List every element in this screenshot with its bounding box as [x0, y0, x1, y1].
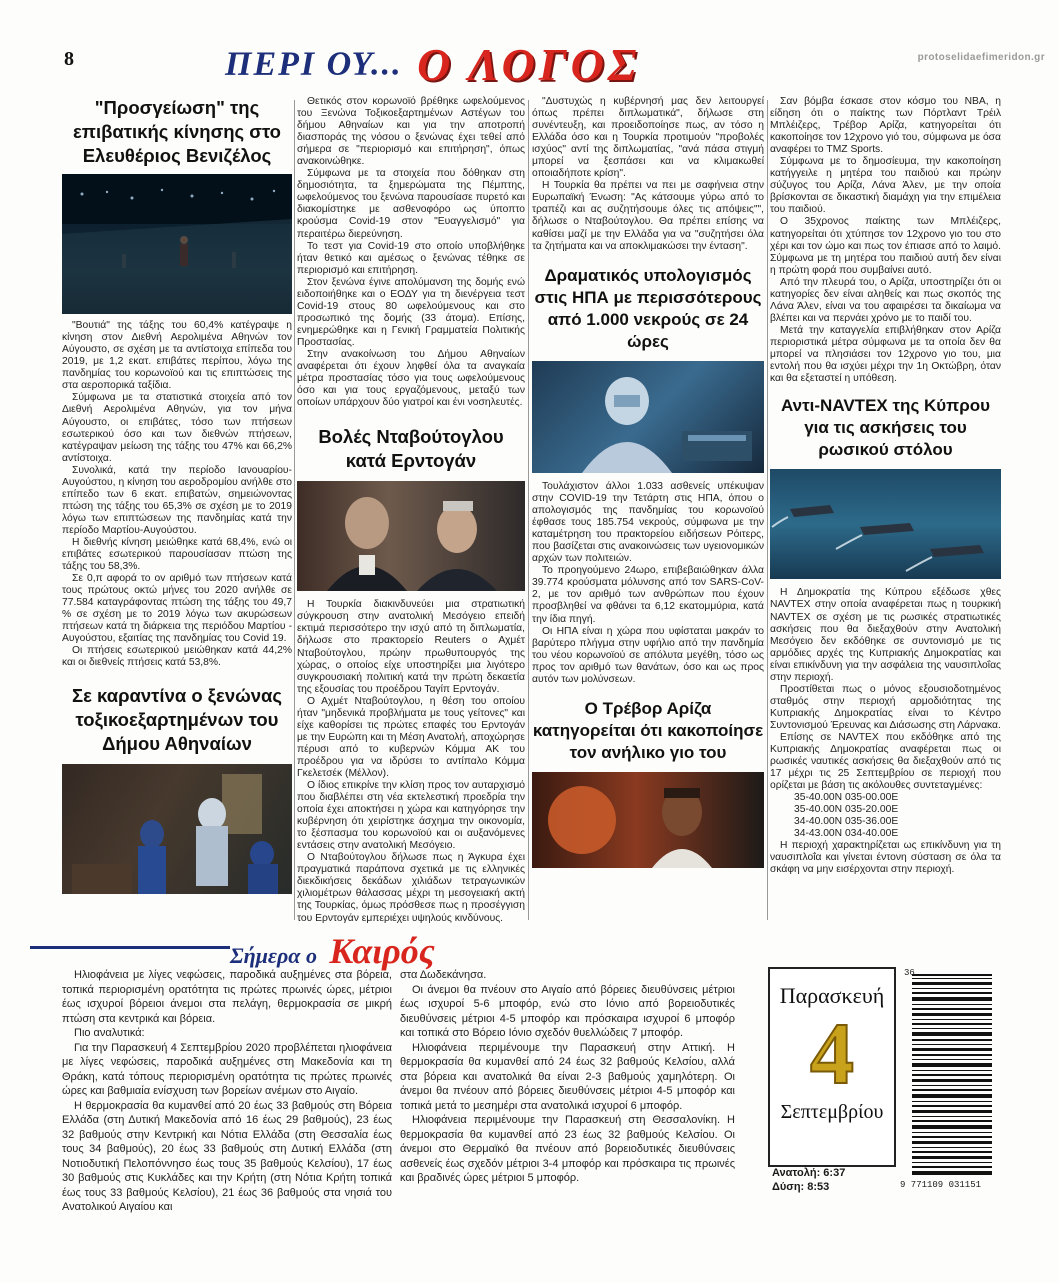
sunrise: Ανατολή: 6:37 [772, 1167, 846, 1179]
column-2 [297, 96, 525, 925]
barcode-digits: 9 771109 031151 [900, 1180, 982, 1190]
ariza-paragraph: Μετά την καταγγελία επιβλήθηκαν στον Αρίζα περιοριστικά μέτρα σύμφωνα με τα οποία δεν θα μπορεί να πλησιάσει τον 12χρονο γιο του, μια εντολή που θα ισχύει μέχρι την 1η Οκτώβρη, όταν και θα εξεταστεί η υπόθεση. [770, 324, 1001, 385]
weather-paragraph: Οι άνεμοι θα πνέουν στο Αιγαίο από βόρειες διευθύνσεις μέτριοι έως ισχυροί 5-6 μποφόρ, ενώ στο Ιόνιο από βορειοδυτικές διευθύνσεις μέτριοι 4-5 μποφόρ και πρόσκαιρα ισχυροί 6 μποφόρ και τοπικά στο Βόρειο Ιόνιο σχεδόν θυελλώδεις 7 μποφόρ. [400, 983, 735, 1040]
source-watermark[interactable]: protoselidaefimeridon.gr [917, 52, 1045, 63]
weather-paragraph: στα Δωδεκάνησα. [400, 969, 487, 981]
ariza-paragraph: Σαν βόμβα έσκασε στον κόσμο του NBA, η είδηση ότι ο παίκτης των Πόρτλαντ Τρέιλ Μπλέιζερς, Τρέβορ Αρίζα, κατηγορείται ότι κακοποίησε τον 12χρονο γιό του, σύμφωνα με όσα αναφέρει το TMZ Sports. [770, 96, 1001, 156]
navtex-paragraph: Προστίθεται πως ο μόνος εξουσιοδοτημένος σταθμός στην περιοχή αρμοδιότητας της Κυπριακής Δημοκρατίας είναι το Κέντρο Συντονισμού Έρευνας και Διάσωσης στη Λάρνακα. [770, 683, 1001, 731]
weather-title-small: Σήμερα ο [230, 943, 317, 968]
davutoglu-body-continued [532, 96, 764, 253]
date-month: Σεπτεμβρίου [780, 1101, 884, 1123]
quarantine-paragraph: Στον ξενώνα έγινε απολύμανση της δομής ενώ ειδοποιήθηκε και ο ΕΟΔΥ για τη διενέργεια τεστ Covid-19 στους 80 ωφελούμενους και στο προσωπικό της δομής (33 άτομα). Επίσης, ενημερώθηκε και η Γενική Γραμματεία Πολιτικής Προστασίας. [297, 276, 525, 348]
davutoglu-body [297, 599, 525, 924]
quarantine-photo [62, 764, 292, 894]
basketball-player-illustration [532, 772, 764, 868]
quarantine-paragraph: Το τεστ για Covid-19 στο οποίο υποβλήθηκε ήταν θετικό και αμέσως ο ξενώνας τέθηκε σε περιορισμό και επιτήρηση. [297, 240, 525, 276]
usa-paragraph: Οι ΗΠΑ είναι η χώρα που υφίσταται μακράν το βαρύτερο πλήγμα στην υφήλιο από την πανδημία του νέου κορωνοϊού σε απόλυτα μεγέθη, τόσο ως προς τον αριθμό των θανάτων, όσο και ως προς αυτόν των μολύνσεων. [532, 625, 764, 685]
weather-paragraph: Πιο αναλυτικά: [74, 1027, 145, 1040]
airport-paragraph: "Βουτιά" της τάξης του 60,4% κατέγραψε η κίνηση στον Διεθνή Αερολιμένα Αθηνών τον Αύγουστο, σε σχέση με τα αντίστοιχα επίπεδα του 2019, με 1,2 εκατ. επιβάτες περίπου, λόγω της πανδημίας του κορωνοϊού και τις επιπτώσεις της στα αεροπορικά ταξίδια. [62, 320, 292, 392]
navtex-body [770, 587, 1001, 876]
column-divider [294, 100, 295, 920]
navtex-paragraph: Επίσης σε NAVTEX που εκδόθηκε από της Κυπριακής Δημοκρατίας αναφέρεται πως οι ρωσικές ναυτικές ασκήσεις θα διεξαχθούν από τις 17 μέχρι τις 25 Σεπτεμβρίου σε περιοχή που ορίζεται με βάση τις ακόλουθες συντεταγμένες: [770, 731, 1001, 792]
navtex-photo [770, 469, 1001, 579]
sun-times [772, 1166, 845, 1195]
date-box [768, 967, 896, 1167]
date-number: 4 [810, 1006, 854, 1103]
coordinate: 34-43.00N 034-40.00E [794, 828, 899, 840]
navtex-paragraph: Η Δημοκρατία της Κύπρου εξέδωσε χθες NAVTEX στην οποία αναφέρεται πως η τουρκική NAVTEX σε σχέση με τις ρωσικές στρατιωτικές ασκήσεις που θα διεξαχθούν στην Ανατολική Μεσόγειο δεν εκδόθηκε σε συντονισμό με τις αρμόδιες αρχές της Κυπριακής Δημοκρατίας και είναι επικίνδυνη για την ασφάλεια της ναυσιπλοΐας στην περιοχή. [770, 587, 1001, 683]
column-1 [62, 96, 292, 894]
issue-number: 36 [904, 968, 915, 978]
column-divider [528, 100, 529, 920]
column-divider [767, 100, 768, 920]
usa-headline[interactable]: Δραματικός υπολογισμός στις ΗΠΑ με περισσότερους από 1.000 νεκρούς σε 24 ώρες [534, 265, 762, 351]
quarantine-body [297, 96, 525, 409]
airport-photo [62, 174, 292, 314]
airport-paragraph: Σε 0,π αφορά το ov αριθμό των πτήσεων κατά τους πρώτους οκτώ μήνες του 2020 ανήλθε σε 77.584 καταγράφοντας πτώση της τάξης του 49,7 % σε σχέση με το 2019 λόγω των ακυρώσεων πτήσεων κατά τη διάρκεια της περιόδου Μαρτίου - Αυγούστου, εξαιτίας της πανδημίας του Covid 19. [62, 573, 292, 645]
column-4 [770, 96, 1001, 877]
ariza-photo [532, 772, 764, 868]
masthead-prefix: ΠΕΡΙ ΟΥ... [225, 45, 403, 83]
airport-headline[interactable]: "Προσγείωση" της επιβατικής κίνησης στο Ελευθέριος Βενιζέλος [73, 97, 281, 167]
weather-paragraph: Ηλιοφάνεια με λίγες νεφώσεις, παροδικά αυξημένες στα βόρεια, τοπικά περιορισμένη ορατότητα τις πρώτες πρωινές ώρες, μέτριοι έως ισχυροί βόρειοι άνεμοι στα πελάγη, θερμοκρασία σε μικρή πτώση στα κεντρικά και βόρεια. [62, 969, 392, 1025]
coordinate: 34-40.00N 035-36.00E [794, 816, 899, 828]
weather-paragraph: Ηλιοφάνεια περιμένουμε την Παρασκευή στη Θεσσαλονίκη. Η θερμοκρασία θα κυμανθεί από 23 έως 32 βαθμούς Κελσίου. Οι άνεμοι στο Θερμαϊκό θα πνέουν από βορειοδυτικές διευθύνσεις ασθενείς έως σχεδόν μέτριοι 3-4 μποφόρ και πρόσκαιρα τις πρωινές και βραδινές ώρες μέτριοι 5 μποφόρ. [400, 1114, 735, 1185]
usa-body [532, 481, 764, 686]
quarantine-paragraph: Στην ανακοίνωση του Δήμου Αθηναίων αναφέρεται ότι έχουν ληφθεί όλα τα αναγκαία μέτρα προστασίας τόσο για τους ωφελούμενους όσο και για τους εργαζόμενους, μεταξύ των οποίων υπάρχουν δύο γιατροί και ένι νοσηλευτές. [297, 348, 525, 409]
masthead[interactable] [225, 38, 825, 90]
airport-paragraph: Η διεθνής κίνηση μειώθηκε κατά 68,4%, ενώ οι επιβάτες εσωτερικού παρουσίασαν πτώση της τάξης του 58,3%. [62, 536, 292, 573]
coordinate: 35-40.00N 035-20.00E [794, 804, 899, 816]
airport-paragraph: Σύμφωνα με τα στατιστικά στοιχεία από τον Διεθνή Αερολιμένα Αθηνών, για τον μήνα Αύγουστο, οι επιβάτες, τόσο των πτήσεων εσωτερικού όσο και των διεθνών πτήσεων, κατέγραψαν μείωση της τάξης του 47% και 66,2% αντίστοιχα. [62, 392, 292, 464]
weather-paragraph: Ηλιοφάνεια περιμένουμε την Παρασκευή στην Αττική. Η θερμοκρασία θα κυμανθεί από 24 έως 32 βαθμούς Κελσίου, αλλά στα βόρεια και ανατολικά θα είναι 2-3 βαθμούς χαμηλότερη. Οι άνεμοι θα πνέουν από βόρειες διευθύνσεις μέτριοι 4-5 μποφόρ και τοπικά μετά το μεσημέρι στα ανατολικά ισχυροί 6 μποφόρ. [400, 1041, 735, 1112]
barcode [902, 970, 1002, 1190]
quarantine-paragraph: Θετικός στον κορωνοϊό βρέθηκε ωφελούμενος του Ξενώνα Τοξικοεξαρτημένων Αστέγων του δήμου Αθηναίων και για την αποτροπή διασποράς της νόσου ο ξενώνας έχει τεθεί από σήμερα σε "περιορισμό και επιτήρηση", όπως ανακοινώθηκε. [297, 96, 525, 168]
weather-column-1 [62, 968, 392, 1215]
page-number: 8 [64, 48, 74, 70]
weather-paragraph: Η θερμοκρασία θα κυμανθεί από 20 έως 33 βαθμούς στη Βόρεια Ελλάδα (στη Δυτική Μακεδονία από 16 έως 29 βαθμούς), 23 έως 32 βαθμούς στην Κεντρική και Νότια Ελλάδα (στη Θεσσαλία έως τους 34 βαθμούς), 20 έως 33 βαθμούς στη Δυτική Ελλάδα (στη Νοτιοδυτική Πελοπόννησο έως τους 35 βαθμούς Κελσίου), 17 έως 30 βαθμούς στις Κυκλάδες και την Κρήτη (στη Νότια Κρήτη τοπικά έως τους 33 βαθμούς Κελσίου), 21 έως 36 βαθμούς στα νησιά του Ανατολικού Αιγαίου και [62, 1099, 392, 1214]
davutoglu-paragraph: Ο ίδιος επικρίνε την κλίση προς τον αυταρχισμό που διαβλέπει στη νέα εκτελεστική προεδρία την οποία έχει αποκτήσει η χώρα και κατηγόρησε την κυβέρνηση ότι χειρίστηκε άσχημα την οικονομία, το ξέσπασμα του κορωνοϊού και οι αυξανόμενες εντάσεις στην ανατολική Μεσόγειο. [297, 780, 525, 852]
weather-title [230, 930, 630, 971]
coordinate: 35-40.00N 035-00.00E [794, 792, 899, 804]
airport-hall-illustration [62, 174, 292, 314]
politicians-illustration [297, 481, 525, 591]
medical-lab-illustration [532, 361, 764, 473]
ariza-headline[interactable]: Ο Τρέβορ Αρίζα κατηγορείται ότι κακοποίησε τον ανήλικο γιο του [532, 698, 764, 762]
davutoglu-paragraph: Η Τουρκία διακινδυνεύει μια στρατιωτική σύγκρουση στην ανατολική Μεσόγειο επειδή εκτιμά περισσότερο την ισχύ από τη διπλωματία, δήλωσε στο πρακτορείο Reuters ο Αχμέτ Νταβούτογλου, πρώην πρωθυπουργός της χώρας, ο οποίος είχε υποστηρίξει μια λιγότερο συγκρουσιακή πολιτική κατά την πρώτη δεκαετία της εξουσίας του προέδρου Ταγίπ Ερντογάν. [297, 599, 525, 695]
davutoglu-paragraph: Ο Αχμέτ Νταβούτογλου, η θέση του οποίου ήταν "μηδενικά προβλήματα με τους γείτονες" και είχε καθορίσει τις πρώτες επαφές του Ερντογάν με την Ευρώπη και τη Μέση Ανατολή, αποχώρησε πέρυσι από το κυβερνών Κόμμα ΑΚ του προέδρου για να ιδρύσει το αντίπαλο Κόμμα Γκελετσέκ (Μέλλον). [297, 695, 525, 779]
davutoglu-paragraph: "Δυστυχώς η κυβέρνησή μας δεν λειτουργεί όπως πρέπει διπλωματικά", δήλωσε στη συνέντευξη, και προειδοποίησε πως, αν τόσο η Ελλάδα όσο και η Τουρκία προτιμούν "προβολές ισχύος" αντί της διπλωματίας, "ανά πάσα στιγμή μπορεί να ξεσπάσει και να κλιμακωθεί οποιαδήποτε κρίση". [532, 96, 764, 180]
masthead-title: Ο ΛΟΓΟΣ [417, 39, 641, 90]
coordinates-list [770, 792, 1001, 840]
date-day: Παρασκευή [779, 983, 885, 1008]
airport-paragraph: Συνολικά, κατά την περίοδο Ιανουαρίου-Αυγούστου, η κίνηση του αεροδρομίου ανήλθε στο επίπεδο των 6 εκατ. επιβατών, σημειώνοντας πτώση της τάξης του 65,3% σε σχέση με το 2019 λόγω των επιπτώσεων της πανδημίας κατά την περίοδο Μαρτίου-Αυγούστου. [62, 464, 292, 536]
ariza-body [770, 96, 1001, 385]
usa-paragraph: Τουλάχιστον άλλοι 1.033 ασθενείς υπέκυψαν στην COVID-19 την Τετάρτη στις ΗΠΑ, όπου ο απολογισμός της πανδημίας του κορωνοϊού έφθασε τους 185.754 νεκρούς, σύμφωνα με την καταμέτρηση του πρακτορείου ειδήσεων Ρόιτερς, που βασίζεται στις ανακοινώσεις των υγειονομικών αρχών των πολιτειών. [532, 480, 764, 565]
barcode-graphic [902, 970, 1002, 1190]
airport-body [62, 320, 292, 669]
weather-column-2 [400, 968, 735, 1186]
davutoglu-paragraph: Ο Νταβούτογλου δήλωσε πως η Άγκυρα έχει πραγματικά παράπονα σχετικά με τις ελληνικές διεκδικήσεις δεκάδων χιλιάδων τετραγωνικών χιλιομέτρων θάλασσας μέχρι τη μεσογειακή ακτή της Τουρκίας, όμως πρόσθεσε πως η προσέγγιση του Ερντογάν εμπεριέχει υψηλούς κινδύνους. [297, 852, 525, 924]
column-3 [532, 96, 764, 868]
usa-paragraph: Το προηγούμενο 24ωρο, επιβεβαιώθηκαν άλλα 39.774 κρούσματα μόλυνσης από τον SARS-CoV-2, με τον αριθμό των ανθρώπων που έχουν προσβληθεί να φθάνει τα 6,12 εκατομμύρια, κατά την ίδια πηγή. [532, 565, 764, 625]
weather-title-large: Καιρός [329, 931, 435, 971]
navtex-headline[interactable]: Αντι-NAVTEX της Κύπρου για τις ασκήσεις του ρωσικού στόλου [780, 396, 990, 460]
quarantine-paragraph: Σύμφωνα με τα στοιχεία που δόθηκαν στη δημοσιότητα, τα ξημερώματα της Πέμπτης, ωφελούμενος του ξενώνα παρουσίασε πυρετό και διακομίστηκε με ασθενοφόρο ως ύποπτο κρούσμα Covid-19 στον "Ευαγγελισμό" για περαιτέρω διερεύνηση. [297, 168, 525, 240]
davutoglu-photo [297, 481, 525, 591]
medical-staff-illustration [62, 764, 292, 894]
weather-paragraph: Για την Παρασκευή 4 Σεπτεμβρίου 2020 προβλέπεται ηλιοφάνεια με λίγες νεφώσεις, παροδικά αυξημένες στη Μακεδονία και τη Θράκη, κατά τόπους περιορισμένη ορατότητα τις πρώτες πρωινές ώρες και βαθμιαία ενίσχυση των βορείων ανέμων στο Αιγαίο. [62, 1041, 392, 1098]
quarantine-headline[interactable]: Σε καραντίνα ο ξενώνας τοξικοεξαρτημένων του Δήμου Αθηναίων [71, 684, 283, 754]
warships-illustration [770, 469, 1001, 579]
ariza-paragraph: Από την πλευρά του, ο Αρίζα, υποστηρίζει ότι οι κατηγορίες δεν είναι αληθείς και πως σκοπός της Λάνα Άλεν, είναι να του αφαιρέσει τα δικαίωμα να βλέπει και να περνάει χρόνο με το παιδί του. [770, 276, 1001, 324]
airport-paragraph: Οι πτήσεις εσωτερικού μειώθηκαν κατά 44,2% και οι διεθνείς πτήσεις κατά 53,8%. [62, 645, 292, 669]
davutoglu-paragraph: Η Τουρκία θα πρέπει να πει με σαφήνεια στην Ευρωπαϊκή Ένωση: "Ας κάτσουμε γύρω από το τραπέζι και ας συζητήσουμε όλες τις απόψεις"", δήλωσε ο Νταβούτογλου. Θα πρέπει επίσης να καθίσει μαζί με την Ελλάδα για να "συζητήσει όλα τα ζητήματα και να αποκλιμακώσει την ένταση". [532, 180, 764, 252]
ariza-paragraph: Ο 35χρονος παίκτης των Μπλέιζερς, κατηγορείται ότι χτύπησε τον 12χρονο γιο του στο χέρι και τον ώμο και πως τον έπιασε από το λαιμό. Σύμφωνα με τη μητέρα του παιδιού αυτή δεν είναι η πρώτη φορά που συμβαίνει αυτό. [770, 216, 1001, 276]
davutoglu-headline[interactable]: Βολές Νταβούτογλου κατά Ερντογάν [318, 426, 504, 472]
navtex-paragraph: Η περιοχή χαρακτηρίζεται ως επικίνδυνη για τη ναυσιπλοΐα και γίνεται έντονη σύσταση σε όλα τα σκάφη να μην εισέρχονται στην περιοχή. [770, 840, 1001, 876]
usa-photo [532, 361, 764, 473]
weather-rule-left [30, 946, 230, 949]
ariza-paragraph: Σύμφωνα με το δημοσίευμα, την κακοποίηση κατήγγειλε η μητέρα του παιδιού και πρώην σύζυγος του Αρίζα, Λάνα Άλεν, με την οποία βρίσκονται σε δικαστική διαμάχη για την επιμέλεια του παιδιού. [770, 156, 1001, 216]
sunset: Δύση: 8:53 [772, 1181, 830, 1194]
